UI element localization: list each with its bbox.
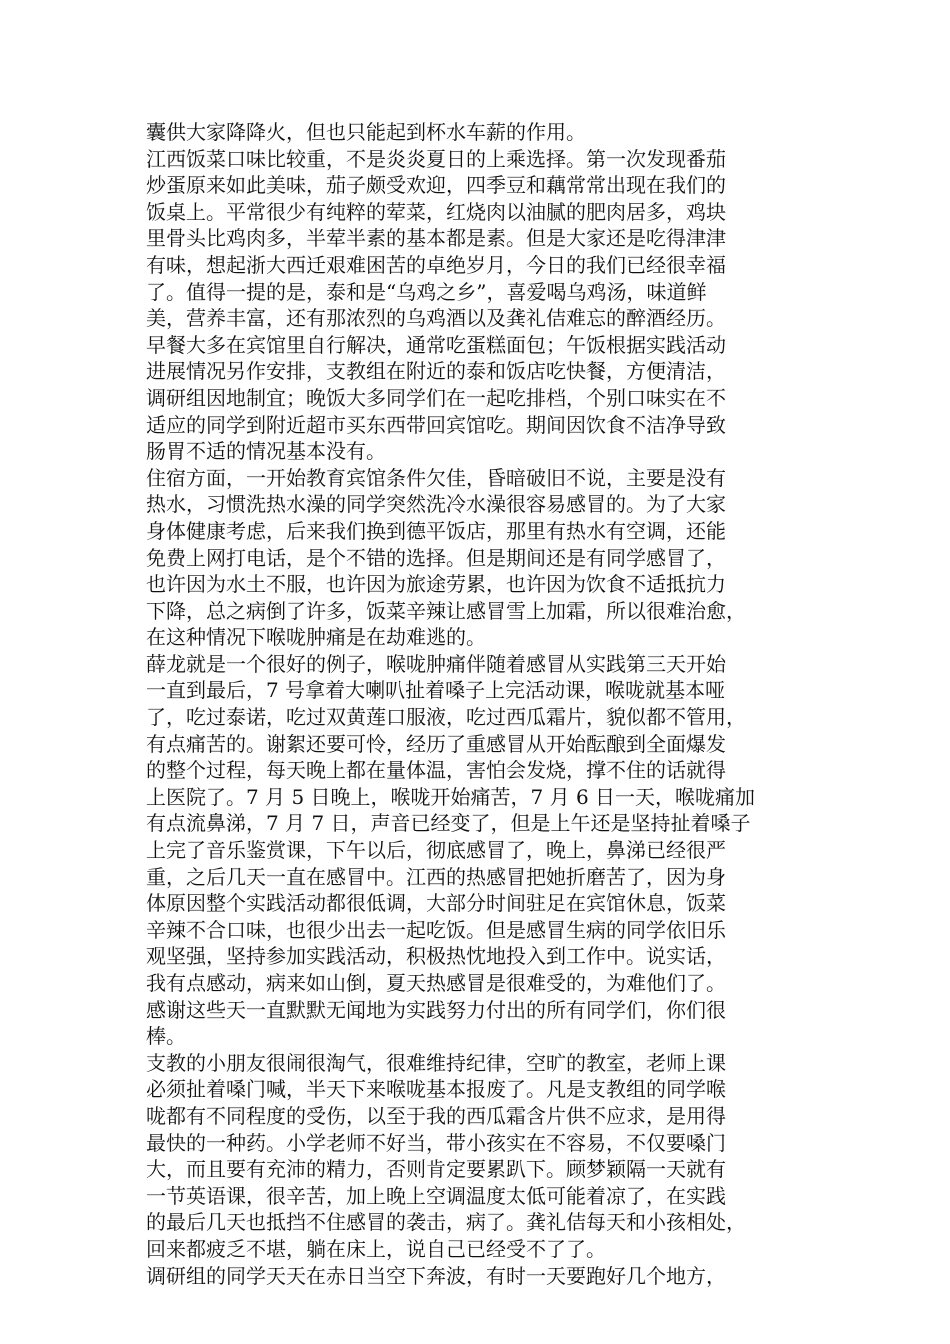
text-line: 有点痛苦的。谢絮还要可怜，经历了重感冒从开始酝酿到全面爆发: [146, 731, 726, 756]
text-line: 炒蛋原来如此美味，茄子颇受欢迎，四季豆和藕常常出现在我们的: [146, 173, 726, 198]
text-line: 观坚强，坚持参加实践活动，积极热忱地投入到工作中。说实话，: [146, 944, 726, 969]
text-line: 最快的一种药。小学老师不好当，带小孩实在不容易，不仅要嗓门: [146, 1130, 726, 1155]
text-line: 下降，总之病倒了许多，饭菜辛辣让感冒雪上加霜，所以很难治愈，: [146, 598, 746, 623]
text-line: 饭桌上。平常很少有纯粹的荤菜，红烧肉以油腻的肥肉居多，鸡块: [146, 199, 726, 224]
text-line: 回来都疲乏不堪，躺在床上，说自己已经受不了了。: [146, 1236, 606, 1261]
text-line: 了。值得一提的是，泰和是“乌鸡之乡”，喜爱喝乌鸡汤，味道鲜: [146, 279, 707, 304]
text-line: 调研组的同学天天在赤日当空下奔波，有时一天要跑好几个地方，: [146, 1263, 726, 1288]
text-line: 身体健康考虑，后来我们换到德平饭店，那里有热水有空调，还能: [146, 518, 726, 543]
text-line: 适应的同学到附近超市买东西带回宾馆吃。期间因饮食不洁净导致: [146, 412, 726, 437]
text-line: 的最后几天也抵挡不住感冒的袭击，病了。龚礼佶每天和小孩相处，: [146, 1210, 746, 1235]
text-line: 上完了音乐鉴赏课，下午以后，彻底感冒了，晚上，鼻涕已经很严: [146, 838, 726, 863]
text-line: 体原因整个实践活动都很低调，大部分时间驻足在宾馆休息，饭菜: [146, 891, 726, 916]
text-line: 住宿方面，一开始教育宾馆条件欠佳，昏暗破旧不说，主要是没有: [146, 465, 726, 490]
text-line: 热水，习惯洗热水澡的同学突然洗冷水澡很容易感冒的。为了大家: [146, 492, 726, 517]
text-line: 薛龙就是一个很好的例子，喉咙肿痛伴随着感冒从实践第三天开始: [146, 651, 726, 676]
text-line: 感谢这些天一直默默无闻地为实践努力付出的所有同学们，你们很: [146, 997, 726, 1022]
text-line: 咙都有不同程度的受伤，以至于我的西瓜霜含片供不应求，是用得: [146, 1103, 726, 1128]
text-line: 我有点感动，病来如山倒，夏天热感冒是很难受的，为难他们了。: [146, 971, 726, 995]
text-line: 肠胃不适的情况基本没有。: [146, 439, 386, 464]
text-line: 早餐大多在宾馆里自行解决，通常吃蛋糕面包；午饭根据实践活动: [146, 332, 726, 357]
text-line: 也许因为水土不服，也许因为旅途劳累，也许因为饮食不适抵抗力: [146, 572, 726, 597]
text-line: 上医院了。7 月 5 日晚上，喉咙开始痛苦，7 月 6 日一天，喉咙痛加: [146, 784, 756, 809]
text-line: 重，之后几天一直在感冒中。江西的热感冒把她折磨苦了，因为身: [146, 864, 726, 889]
text-line: 支教的小朋友很闹很淘气，很难维持纪律，空旷的教室，老师上课: [146, 1050, 726, 1075]
text-line: 一节英语课，很辛苦，加上晚上空调温度太低可能着凉了，在实践: [146, 1183, 726, 1208]
text-line: 囊供大家降降火，但也只能起到杯水车薪的作用。: [146, 120, 586, 144]
text-line: 有点流鼻涕，7 月 7 日，声音已经变了，但是上午还是坚持扯着嗓子: [146, 811, 751, 836]
text-line: 免费上网打电话，是个不错的选择。但是期间还是有同学感冒了，: [146, 545, 726, 570]
text-line: 必须扯着嗓门喊，半天下来喉咙基本报废了。凡是支教组的同学喉: [146, 1077, 726, 1102]
text-line: 有味，想起浙大西迁艰难困苦的卓绝岁月，今日的我们已经很幸福: [146, 252, 726, 277]
text-line: 在这种情况下喉咙肿痛是在劫难逃的。: [146, 625, 486, 650]
text-line: 大，而且要有充沛的精力，否则肯定要累趴下。顾梦颖隔一天就有: [146, 1157, 726, 1182]
text-line: 调研组因地制宜；晚饭大多同学们在一起吃排档，个别口味实在不: [146, 385, 726, 410]
document-page: [146, 119, 806, 1289]
text-line: 进展情况另作安排，支教组在附近的泰和饭店吃快餐，方便清洁，: [146, 359, 726, 384]
text-line: 里骨头比鸡肉多，半荤半素的基本都是素。但是大家还是吃得津津: [146, 226, 726, 251]
text-line: 棒。: [146, 1024, 186, 1049]
text-line: 的整个过程，每天晚上都在量体温，害怕会发烧，撑不住的话就得: [146, 758, 726, 783]
text-line: 了，吃过泰诺，吃过双黄莲口服液，吃过西瓜霜片，貌似都不管用，: [146, 705, 746, 730]
text-line: 美，营养丰富，还有那浓烈的乌鸡酒以及龚礼佶难忘的醉酒经历。: [146, 306, 726, 331]
text-line: 辛辣不合口味，也很少出去一起吃饭。但是感冒生病的同学依旧乐: [146, 917, 726, 942]
text-line: 江西饭菜口味比较重，不是炎炎夏日的上乘选择。第一次发现番茄: [146, 146, 726, 171]
text-line: 一直到最后，7 号拿着大喇叭扯着嗓子上完活动课，喉咙就基本哑: [146, 678, 726, 703]
